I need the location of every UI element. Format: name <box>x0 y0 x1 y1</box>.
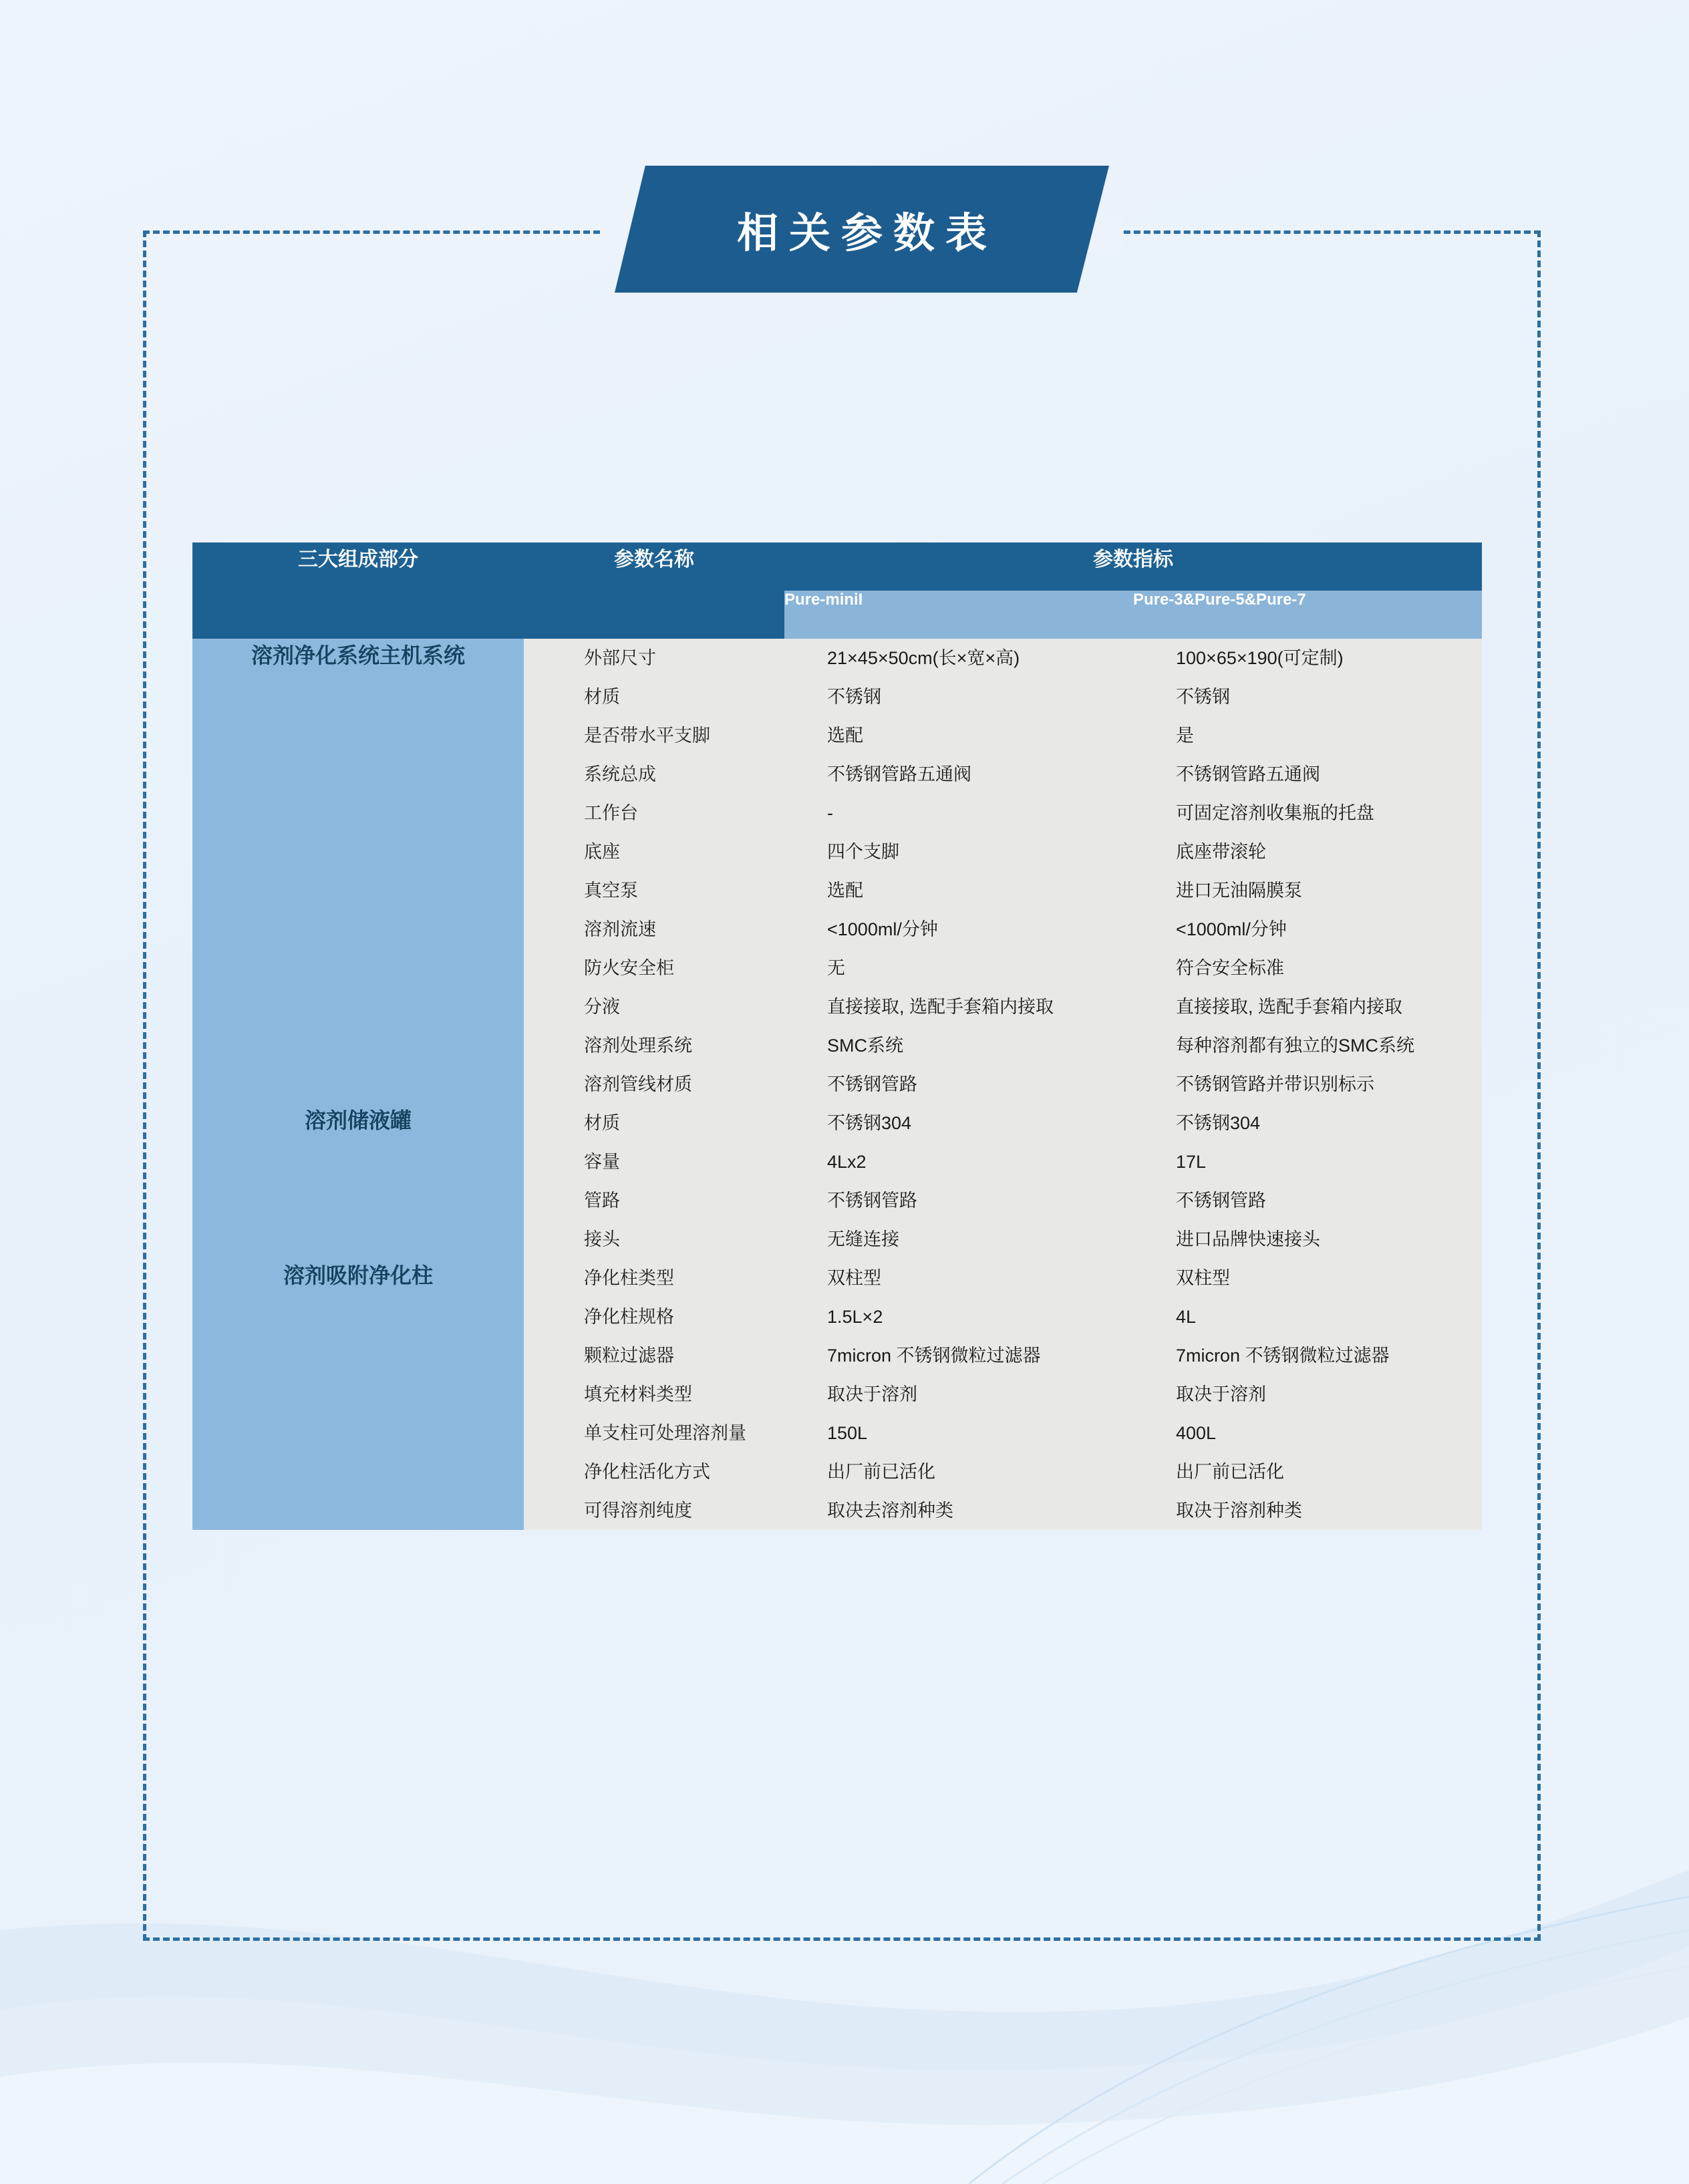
value-cell-pure-357 <box>1133 1104 1482 1259</box>
list-item: 溶剂处理系统 <box>584 1036 692 1056</box>
value-list <box>1133 1259 1482 1530</box>
value-list <box>784 639 1133 1104</box>
value-list <box>1133 1104 1482 1259</box>
value-list <box>784 1104 1133 1259</box>
category-cell: 溶剂吸附净化柱 <box>192 1259 524 1530</box>
list-item: 21×45×50cm(长×宽×高) <box>827 648 1020 668</box>
param-name-cell <box>524 639 784 1104</box>
list-item: 4L <box>1176 1307 1197 1327</box>
list-item: 净化柱活化方式 <box>584 1462 710 1482</box>
category-cell: 溶剂储液罐 <box>192 1104 524 1259</box>
list-item: 接头 <box>584 1229 620 1249</box>
list-item: 材质 <box>584 687 620 707</box>
list-item: 取决去溶剂种类 <box>827 1501 953 1521</box>
list-item: 不锈钢304 <box>827 1113 912 1133</box>
value-cell-pure-357 <box>1133 1259 1482 1530</box>
list-item: SMC系统 <box>827 1036 903 1056</box>
parameters-table-container <box>192 542 1482 1530</box>
list-item: 不锈钢管路 <box>827 1074 917 1094</box>
list-item: 工作台 <box>584 803 638 823</box>
value-cell-pure-mini <box>784 1259 1133 1530</box>
list-item: 1.5L×2 <box>827 1307 883 1327</box>
list-item: 出厂前已活化 <box>1176 1462 1284 1482</box>
list-item: 填充材料类型 <box>584 1384 692 1404</box>
list-item: 颗粒过滤器 <box>584 1346 674 1366</box>
list-item: 7micron 不锈钢微粒过滤器 <box>827 1346 1041 1366</box>
list-item: 外部尺寸 <box>584 648 656 668</box>
table-header-row-1 <box>192 542 1482 591</box>
list-item: 不锈钢管路五通阀 <box>827 764 971 784</box>
list-item: 管路 <box>584 1191 620 1211</box>
list-item: 容量 <box>584 1152 620 1172</box>
list-item: 四个支脚 <box>827 842 899 862</box>
list-item: 底座 <box>584 842 620 862</box>
list-item: 双柱型 <box>827 1268 881 1288</box>
list-item: 不锈钢管路 <box>1176 1191 1266 1211</box>
list-item: <1000ml/分钟 <box>1176 919 1287 939</box>
banner <box>615 166 1109 293</box>
list-item: 直接接取, 选配手套箱内接取 <box>827 997 1054 1017</box>
list-item: 4Lx2 <box>827 1152 867 1172</box>
list-item: 净化柱类型 <box>584 1268 674 1288</box>
list-item: 不锈钢 <box>1176 687 1230 707</box>
value-list <box>784 1259 1133 1530</box>
table-row <box>192 639 1482 1104</box>
list-item: 净化柱规格 <box>584 1307 674 1327</box>
list-item: 150L <box>827 1423 868 1443</box>
parameters-table <box>192 542 1482 1530</box>
list-item: 400L <box>1176 1423 1217 1443</box>
list-item: 7micron 不锈钢微粒过滤器 <box>1176 1346 1390 1366</box>
list-item: 溶剂管线材质 <box>584 1074 692 1094</box>
list-item: 选配 <box>827 881 863 901</box>
list-item: 是 <box>1176 726 1194 746</box>
header-model-pure-mini: Pure-miniI <box>784 591 1133 639</box>
param-name-list <box>524 1259 784 1530</box>
header-component: 三大组成部分 <box>192 542 524 639</box>
category-cell: 溶剂净化系统主机系统 <box>192 639 524 1104</box>
list-item: 无 <box>827 958 845 978</box>
list-item: 可得溶剂纯度 <box>584 1501 692 1521</box>
list-item: 无缝连接 <box>827 1229 899 1249</box>
list-item: 取决于溶剂 <box>1176 1384 1266 1404</box>
value-list <box>1133 639 1482 1104</box>
list-item: 不锈钢管路五通阀 <box>1176 764 1320 784</box>
list-item: <1000ml/分钟 <box>827 919 938 939</box>
list-item: 防火安全柜 <box>584 958 674 978</box>
list-item: 材质 <box>584 1113 620 1133</box>
list-item: 不锈钢管路 <box>827 1191 917 1211</box>
list-item: 进口无油隔膜泵 <box>1176 881 1302 901</box>
table-body <box>192 639 1482 1530</box>
list-item: 出厂前已活化 <box>827 1462 935 1482</box>
list-item: 溶剂流速 <box>584 919 656 939</box>
table-row <box>192 1104 1482 1259</box>
list-item: 分液 <box>584 997 620 1017</box>
list-item: - <box>827 803 833 823</box>
header-model-pure-357: Pure-3&Pure-5&Pure-7 <box>1133 591 1482 639</box>
list-item: 双柱型 <box>1176 1268 1230 1288</box>
param-name-list <box>524 639 784 1104</box>
list-item: 符合安全标准 <box>1176 958 1284 978</box>
list-item: 不锈钢304 <box>1176 1113 1261 1133</box>
list-item: 选配 <box>827 726 863 746</box>
list-item: 底座带滚轮 <box>1176 842 1266 862</box>
table-head <box>192 542 1482 639</box>
value-cell-pure-mini <box>784 639 1133 1104</box>
value-cell-pure-357 <box>1133 639 1482 1104</box>
param-name-cell <box>524 1104 784 1259</box>
table-row <box>192 1259 1482 1530</box>
value-cell-pure-mini <box>784 1104 1133 1259</box>
list-item: 真空泵 <box>584 881 638 901</box>
param-name-cell <box>524 1259 784 1530</box>
list-item: 取决于溶剂种类 <box>1176 1501 1302 1521</box>
list-item: 不锈钢 <box>827 687 881 707</box>
list-item: 17L <box>1176 1152 1207 1172</box>
list-item: 单支柱可处理溶剂量 <box>584 1423 746 1443</box>
header-param-name: 参数名称 <box>524 542 784 639</box>
list-item: 直接接取, 选配手套箱内接取 <box>1176 997 1403 1017</box>
banner-title: 相关参数表 <box>736 210 997 257</box>
list-item: 每种溶剂都有独立的SMC系统 <box>1176 1036 1414 1056</box>
list-item: 不锈钢管路并带识别标示 <box>1176 1074 1374 1094</box>
header-indicator: 参数指标 <box>784 542 1482 591</box>
list-item: 取决于溶剂 <box>827 1384 917 1404</box>
list-item: 是否带水平支脚 <box>584 726 710 746</box>
list-item: 系统总成 <box>584 764 656 784</box>
list-item: 100×65×190(可定制) <box>1176 648 1344 668</box>
param-name-list <box>524 1104 784 1259</box>
list-item: 进口品牌快速接头 <box>1176 1229 1320 1249</box>
list-item: 可固定溶剂收集瓶的托盘 <box>1176 803 1374 823</box>
